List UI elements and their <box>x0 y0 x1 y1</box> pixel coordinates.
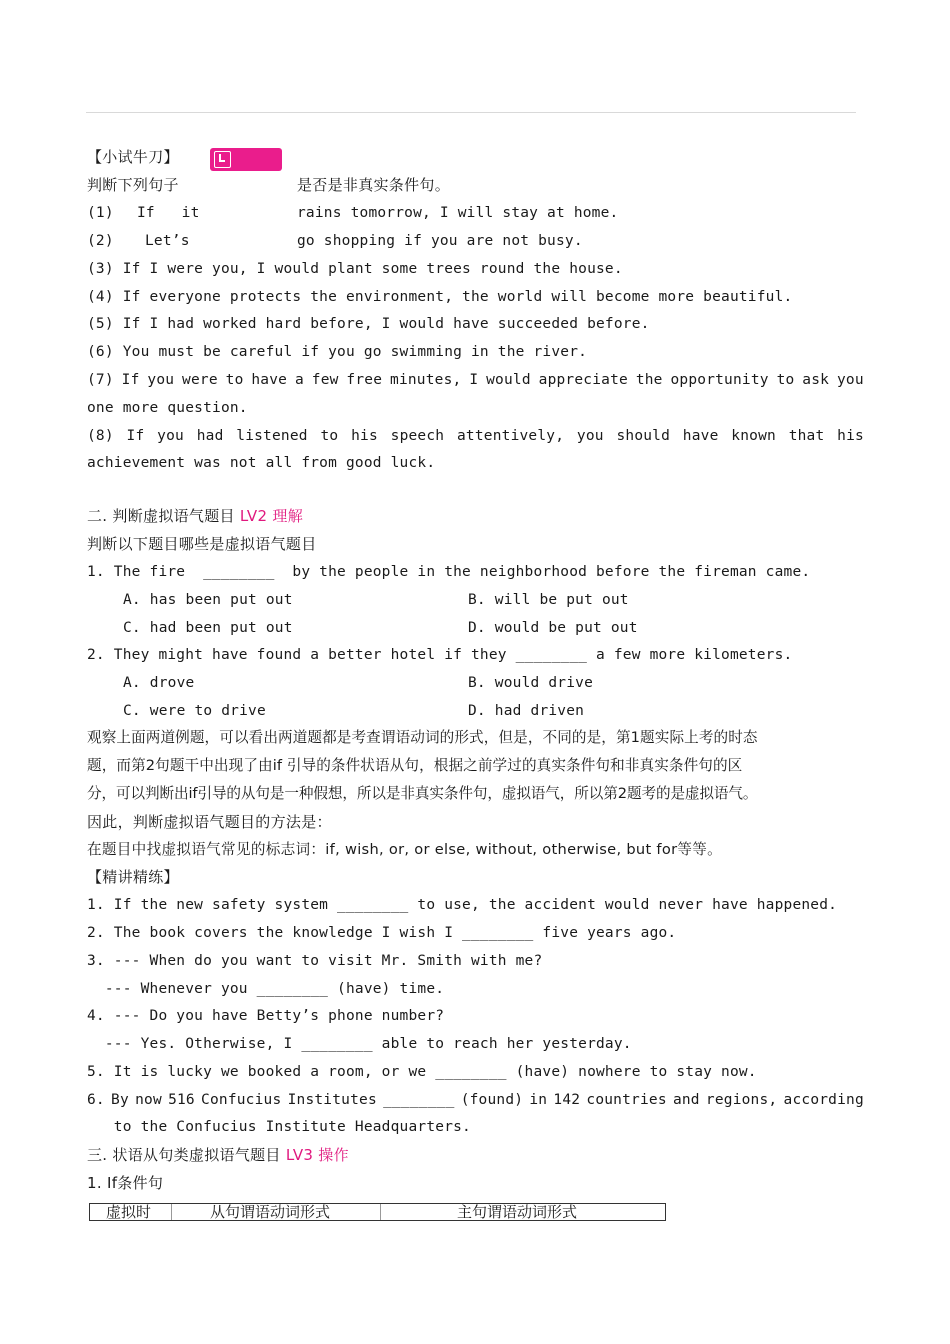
item-8-line-1-word: have <box>682 428 719 444</box>
practice-6-line-1-word: countries <box>586 1092 667 1108</box>
table-header-clause-verb: 从句谓语动词形式 <box>172 1204 381 1220</box>
item-7-line-1-word: If <box>121 372 140 388</box>
item-8-line-1-word: speech <box>390 428 445 444</box>
practice-6-line-1-word: By <box>111 1092 129 1108</box>
practice-6-line-1-word: 6. <box>87 1092 105 1108</box>
item-7-line-2: one more question. <box>87 400 248 416</box>
analysis-line-5: 在题目中找虚拟语气常见的标志词：if, wish, or, or else, without, otherwise, but for等等。 <box>87 841 723 858</box>
analysis-line-1: 观察上面两道例题，可以看出两道题都是考查谓语动词的形式，但是，不同的是，第1题实际上考的时态 <box>87 729 758 746</box>
item-7-line-1-word: ask <box>802 372 830 388</box>
item-6: (6) You must be careful if you go swimming in the river. <box>87 344 588 360</box>
instruction-right: 是否是非真实条件句。 <box>297 176 451 194</box>
analysis-line-4: 因此，判断虚拟语气题目的方法是： <box>87 813 332 831</box>
item-1-left: If it <box>137 205 200 221</box>
item-8-line-1-word: had <box>196 428 224 444</box>
item-7-line-1-word: the <box>635 372 663 388</box>
table-header-main-verb: 主句谓语动词形式 <box>457 1203 578 1221</box>
practice-2: 2. The book covers the knowledge I wish I ________ five years ago. <box>87 925 677 941</box>
item-7-line-1-word: you <box>836 372 864 388</box>
item-8-line-1 <box>87 426 864 446</box>
q1-option-c: C. had been put out <box>123 620 293 636</box>
item-7-line-1-word: free <box>346 372 383 388</box>
q2-option-b: B. would drive <box>468 675 594 691</box>
item-7-line-1-word: you <box>147 372 175 388</box>
item-7-line-1-word: to <box>776 372 795 388</box>
section-three-title-text: 三. 状语从句类虚拟语气题目 <box>87 1146 281 1164</box>
practice-3: 3. --- When do you want to visit Mr. Smith with me? <box>87 953 543 969</box>
item-8-line-1-word: his <box>837 428 864 444</box>
if-clause-table <box>89 1203 666 1221</box>
item-7-line-1-word: (7) <box>87 372 114 388</box>
practice-6-line-1-word: (found) <box>460 1092 524 1108</box>
item-8-line-1-word: that <box>788 428 825 444</box>
q2-option-d: D. had driven <box>468 703 585 719</box>
header-divider <box>86 112 856 113</box>
practice-1: 1. If the new safety system ________ to use, the accident would never have happened. <box>87 897 838 913</box>
item-2-num: (2) <box>87 233 114 249</box>
practice-6-line-1-word: 142 <box>553 1092 581 1108</box>
section-practice-heading: 【精讲精练】 <box>87 868 179 886</box>
instruction-left: 判断下列句子 <box>87 176 179 194</box>
item-2-left: Let’s <box>145 233 190 249</box>
item-8-line-1-word: known <box>731 428 776 444</box>
section-two-title <box>87 506 303 526</box>
practice-6-line-1-word: Confucius <box>201 1092 282 1108</box>
item-7-line-1-word: opportunity <box>670 372 769 388</box>
section-two-subtitle: 判断以下题目哪些是虚拟语气题目 <box>87 535 317 553</box>
q1-option-a: A. has been put out <box>123 592 293 608</box>
practice-4-answer: --- Yes. Otherwise, I ________ able to reach her yesterday. <box>87 1036 632 1052</box>
section-try-heading: 【小试牛刀】 <box>87 148 179 166</box>
item-7-line-1-word: appreciate <box>538 372 628 388</box>
item-7-line-1-word: minutes, <box>390 372 462 388</box>
item-8-line-1-word: attentively, <box>456 428 565 444</box>
clock-icon <box>214 151 231 168</box>
practice-5: 5. It is lucky we booked a room, or we ________ (have) nowhere to stay now. <box>87 1064 757 1080</box>
item-7-line-1-word: I <box>469 372 479 388</box>
item-7-line-1 <box>87 370 864 390</box>
item-8-line-1-word: listened <box>236 428 308 444</box>
section-two-title-text: 二. 判断虚拟语气题目 <box>87 507 235 525</box>
question-1: 1. The fire ________ by the people in the neighborhood before the fireman came. <box>87 564 811 580</box>
item-8-line-1-word: should <box>616 428 671 444</box>
q1-option-d: D. would be put out <box>468 620 638 636</box>
time-badge <box>210 148 282 171</box>
item-7-line-1-word: would <box>486 372 531 388</box>
item-8-line-1-word: his <box>351 428 378 444</box>
item-1-num: (1) <box>87 205 114 221</box>
practice-6-line-1-word: Institutes <box>287 1092 377 1108</box>
item-1-right: rains tomorrow, I will stay at home. <box>297 205 619 221</box>
analysis-line-3: 分，可以判断出if引导的从句是一种假想，所以是非真实条件句，虚拟语气，所以第2题考的是虚拟语气。 <box>87 785 758 802</box>
section-two-level: LV2 理解 <box>239 507 304 525</box>
practice-3-answer: --- Whenever you ________ (have) time. <box>87 981 445 997</box>
practice-6-line-1-word: ________ <box>383 1092 455 1108</box>
item-7-line-1-word: few <box>311 372 339 388</box>
practice-4: 4. --- Do you have Betty’s phone number? <box>87 1008 445 1024</box>
q2-option-a: A. drove <box>123 675 195 691</box>
q2-option-c: C. were to drive <box>123 703 266 719</box>
item-8-line-1-word: you <box>576 428 604 444</box>
section-three-level: LV3 操作 <box>285 1146 349 1164</box>
item-3: (3) If I were you, I would plant some trees round the house. <box>87 261 623 277</box>
item-8-line-1-word: to <box>320 428 339 444</box>
item-8-line-1-word: If <box>126 428 145 444</box>
practice-6-line-1-word: regions, <box>705 1092 778 1108</box>
table-header-tense: 虚拟时 <box>90 1204 172 1220</box>
section-three-subheading: 1. If条件句 <box>87 1174 164 1192</box>
practice-6-line-2: to the Confucius Institute Headquarters. <box>87 1119 471 1135</box>
question-2: 2. They might have found a better hotel if they ________ a few more kilometers. <box>87 647 793 663</box>
item-8-line-2: achievement was not all from good luck. <box>87 455 436 471</box>
item-7-line-1-word: to <box>225 372 244 388</box>
item-2-right: go shopping if you are not busy. <box>297 233 583 249</box>
item-8-line-1-word: (8) <box>87 428 114 444</box>
item-7-line-1-word: were <box>182 372 218 388</box>
practice-6-line-1-word: in <box>529 1092 548 1108</box>
analysis-line-2: 题，而第2句题干中出现了由if 引导的条件状语从句，根据之前学过的真实条件句和非真实条件句的区 <box>87 757 743 774</box>
practice-6-line-1 <box>87 1090 864 1110</box>
section-three-title <box>87 1145 349 1165</box>
q1-option-b: B. will be put out <box>468 592 629 608</box>
practice-6-line-1-word: according <box>783 1092 864 1108</box>
item-5: (5) If I had worked hard before, I would have succeeded before. <box>87 316 650 332</box>
item-7-line-1-word: have <box>251 372 288 388</box>
item-7-line-1-word: a <box>294 372 304 388</box>
item-8-line-1-word: you <box>157 428 184 444</box>
practice-6-line-1-word: 516 <box>168 1092 195 1108</box>
practice-6-line-1-word: now <box>135 1092 162 1108</box>
practice-6-line-1-word: and <box>672 1092 700 1108</box>
item-4: (4) If everyone protects the environment, the world will become more beautiful. <box>87 289 793 305</box>
